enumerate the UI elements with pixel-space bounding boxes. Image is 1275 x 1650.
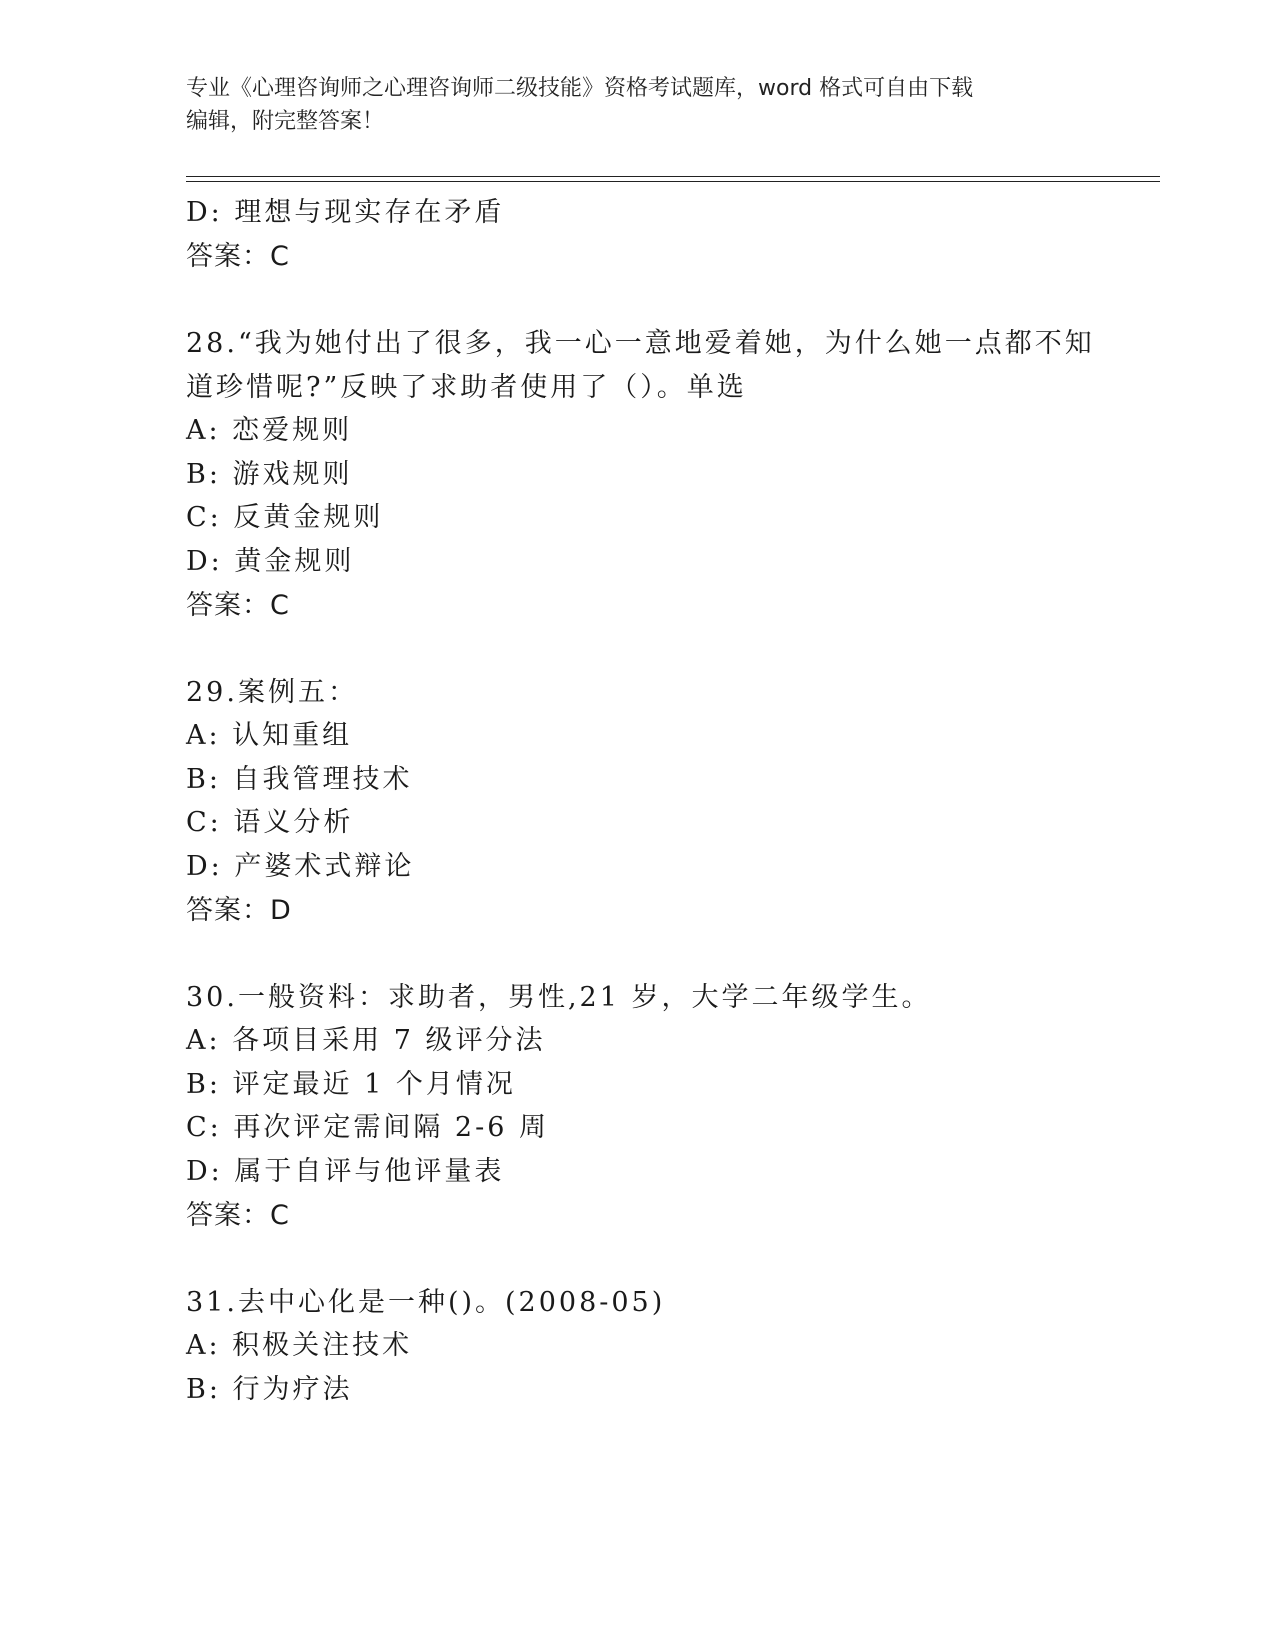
q29-stem: 29.案例五： [186,677,358,708]
q30-option-a: A: 各项目采用 7 级评分法 [186,1025,546,1056]
q29-option-c: C: 语义分析 [186,807,354,838]
header-divider-top [186,176,1160,177]
q28-answer: 答案：C [186,590,290,621]
prev-question-answer: 答案：C [186,241,290,272]
q30-option-c: C: 再次评定需间隔 2-6 周 [186,1112,549,1143]
header-line-1: 专业《心理咨询师之心理咨询师二级技能》资格考试题库，word 格式可自由下载 [186,76,974,101]
q28-option-c: C: 反黄金规则 [186,502,384,533]
q30-option-d: D: 属于自评与他评量表 [186,1156,505,1187]
q28-option-b: B: 游戏规则 [186,459,353,490]
q28-option-d: D: 黄金规则 [186,546,355,577]
q31-stem: 31.去中心化是一种()。(2008-05) [186,1287,666,1318]
q28-stem-line-1: 28.“我为她付出了很多，我一心一意地爱着她，为什么她一点都不知 [186,328,1095,359]
q29-option-b: B: 自我管理技术 [186,764,413,795]
q28-stem-line-2: 道珍惜呢?”反映了求助者使用了（）。单选 [186,372,747,403]
q29-answer: 答案：D [186,895,292,926]
header-line-2: 编辑，附完整答案！ [186,109,385,134]
document-header [186,72,1086,138]
q30-stem: 30.一般资料：求助者，男性,21 岁，大学二年级学生。 [186,982,932,1013]
prev-question-option-d: D: 理想与现实存在矛盾 [186,197,505,228]
q29-option-d: D: 产婆术式辩论 [186,851,415,882]
q29-option-a: A: 认知重组 [186,720,353,751]
q28-option-a: A: 恋爱规则 [186,415,353,446]
q30-option-b: B: 评定最近 1 个月情况 [186,1069,516,1100]
header-divider-bottom [186,181,1160,182]
q31-option-b: B: 行为疗法 [186,1374,353,1405]
q30-answer: 答案：C [186,1200,290,1231]
q31-option-a: A: 积极关注技术 [186,1330,413,1361]
